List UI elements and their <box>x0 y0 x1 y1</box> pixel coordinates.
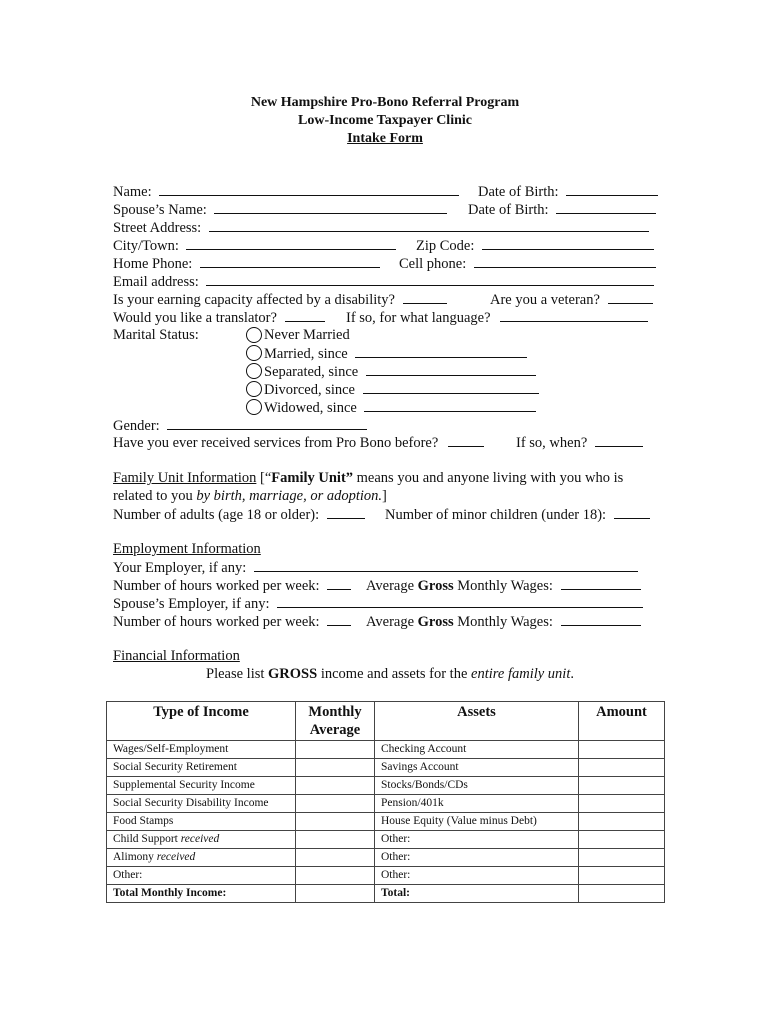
table-total-row <box>107 885 665 903</box>
translator-field[interactable] <box>285 308 325 322</box>
dob-field[interactable] <box>566 182 658 196</box>
table-row <box>107 867 665 885</box>
income-type-text: Child Support <box>113 833 181 845</box>
income-type-cell: Other: <box>107 867 296 885</box>
services-before-row <box>113 433 484 452</box>
spouse-name-label: Spouse’s Name: <box>113 202 207 218</box>
income-type-text: Alimony <box>113 851 157 863</box>
disability-label: Is your earning capacity affected by a disability? <box>113 292 395 308</box>
table-row <box>107 813 665 831</box>
table-row <box>107 795 665 813</box>
total-income-label: Total Monthly Income: <box>107 885 296 903</box>
services-before-field[interactable] <box>448 433 484 447</box>
services-when-label: If so, when? <box>516 435 588 451</box>
divorced-label: Divorced, since <box>264 382 355 398</box>
income-type-qualifier: received <box>180 833 220 845</box>
email-row <box>113 272 654 291</box>
employment-heading: Employment Information <box>113 541 261 557</box>
family-unit-description: means you and anyone living with you who is <box>353 470 624 486</box>
gender-field[interactable] <box>167 416 367 430</box>
never-married-radio[interactable] <box>246 327 262 343</box>
wages-label-2b: Gross <box>417 614 454 630</box>
income-type-cell <box>107 849 296 867</box>
married-radio[interactable] <box>246 345 262 361</box>
adults-label: Number of adults (age 18 or older): <box>113 507 320 523</box>
language-field[interactable] <box>500 308 648 322</box>
hours-field-1[interactable] <box>327 576 351 590</box>
family-unit-heading: Family Unit Information <box>113 470 257 486</box>
street-field[interactable] <box>209 218 649 232</box>
separated-radio[interactable] <box>246 363 262 379</box>
asset-cell: Other: <box>375 849 579 867</box>
financial-table-header <box>107 702 665 741</box>
col-assets: Assets <box>375 702 579 741</box>
home-phone-label: Home Phone: <box>113 256 193 272</box>
spouse-employer-row <box>113 594 643 613</box>
widowed-row <box>264 398 536 417</box>
income-type-cell <box>107 831 296 849</box>
program-title: New Hampshire Pro-Bono Referral Program <box>250 95 520 110</box>
table-row <box>107 849 665 867</box>
veteran-field[interactable] <box>608 290 653 304</box>
married-label: Married, since <box>264 346 348 362</box>
city-label: City/Town: <box>113 238 179 254</box>
hours-row-1 <box>113 576 351 595</box>
language-row <box>346 308 648 327</box>
spouse-name-field[interactable] <box>214 200 447 214</box>
financial-instr-e: . <box>570 666 574 682</box>
name-label: Name: <box>113 184 152 200</box>
col-amount: Amount <box>579 702 665 741</box>
wages-label-1b: Gross <box>417 578 454 594</box>
street-label: Street Address: <box>113 220 202 236</box>
services-when-row <box>516 433 643 452</box>
col-monthly-average <box>296 702 375 741</box>
wages-field-2[interactable] <box>561 612 641 626</box>
wages-field-1[interactable] <box>561 576 641 590</box>
total-income-cell[interactable] <box>296 885 375 903</box>
name-row <box>113 182 459 201</box>
financial-instructions <box>206 665 574 683</box>
zip-field[interactable] <box>482 236 654 250</box>
marital-status-label: Marital Status: <box>113 327 199 343</box>
veteran-row <box>490 290 653 309</box>
amount-cell[interactable] <box>579 759 665 777</box>
amount-cell[interactable] <box>579 867 665 885</box>
cell-phone-field[interactable] <box>474 254 656 268</box>
monthly-average-cell[interactable] <box>296 795 375 813</box>
col-monthly-a: Monthly <box>308 704 362 720</box>
clinic-title: Low-Income Taxpayer Clinic <box>298 113 472 128</box>
income-type-cell: Food Stamps <box>107 813 296 831</box>
family-unit-open-bracket: [“ <box>256 470 272 486</box>
separated-row <box>264 362 536 381</box>
cell-phone-label: Cell phone: <box>399 256 467 272</box>
financial-instr-d: entire family unit <box>471 666 571 682</box>
divorced-row <box>264 380 539 399</box>
financial-instr-c: income and assets for the <box>317 666 472 682</box>
street-row <box>113 218 649 237</box>
zip-row <box>416 236 654 255</box>
family-unit-close-bracket: ] <box>382 488 387 504</box>
email-field[interactable] <box>206 272 654 286</box>
married-row <box>264 344 527 363</box>
wages-label-2c: Monthly Wages: <box>453 614 553 630</box>
col-type-of-income: Type of Income <box>107 702 296 741</box>
amount-cell[interactable] <box>579 741 665 759</box>
table-row <box>107 759 665 777</box>
children-field[interactable] <box>614 505 650 519</box>
financial-instr-a: Please list <box>206 666 269 682</box>
children-row <box>385 505 650 524</box>
employer-label: Your Employer, if any: <box>113 560 247 576</box>
wages-label-2a: Average <box>366 614 418 630</box>
wages-label-1c: Monthly Wages: <box>453 578 553 594</box>
gender-label: Gender: <box>113 418 160 434</box>
wages-label-1a: Average <box>366 578 418 594</box>
table-row <box>107 741 665 759</box>
spouse-dob-row <box>468 200 656 219</box>
table-row <box>107 777 665 795</box>
amount-cell[interactable] <box>579 795 665 813</box>
total-assets-cell[interactable] <box>579 885 665 903</box>
spouse-employer-label: Spouse’s Employer, if any: <box>113 596 270 612</box>
disability-field[interactable] <box>403 290 447 304</box>
asset-cell: Stocks/Bonds/CDs <box>375 777 579 795</box>
monthly-average-cell[interactable] <box>296 831 375 849</box>
spouse-name-row <box>113 200 447 219</box>
hours-row-2 <box>113 612 351 631</box>
dob-row <box>478 182 658 201</box>
services-when-field[interactable] <box>595 433 643 447</box>
amount-cell[interactable] <box>579 849 665 867</box>
asset-cell: Savings Account <box>375 759 579 777</box>
hours-label-2: Number of hours worked per week: <box>113 614 320 630</box>
city-field[interactable] <box>186 236 396 250</box>
email-label: Email address: <box>113 274 199 290</box>
financial-heading: Financial Information <box>113 648 240 664</box>
col-monthly-b: Average <box>309 722 361 738</box>
veteran-label: Are you a veteran? <box>490 292 600 308</box>
translator-row <box>113 308 325 327</box>
widowed-label: Widowed, since <box>264 400 357 416</box>
wages-row-2 <box>366 612 641 631</box>
monthly-average-cell[interactable] <box>296 867 375 885</box>
cell-phone-row <box>399 254 656 273</box>
zip-label: Zip Code: <box>416 238 475 254</box>
monthly-average-cell[interactable] <box>296 741 375 759</box>
divorced-radio[interactable] <box>246 381 262 397</box>
monthly-average-cell[interactable] <box>296 777 375 795</box>
family-unit-relation-types: by birth, marriage, or adoption. <box>196 488 383 504</box>
name-field[interactable] <box>159 182 459 196</box>
financial-instr-b: GROSS <box>268 666 318 682</box>
asset-cell: Other: <box>375 831 579 849</box>
wages-row-1 <box>366 576 641 595</box>
income-type-cell: Social Security Retirement <box>107 759 296 777</box>
form-title: Intake Form <box>347 131 423 146</box>
never-married-label: Never Married <box>264 327 350 343</box>
income-type-qualifier: received <box>156 851 196 863</box>
city-row <box>113 236 396 255</box>
widowed-radio[interactable] <box>246 399 262 415</box>
amount-cell[interactable] <box>579 831 665 849</box>
asset-cell: Pension/401k <box>375 795 579 813</box>
table-row <box>107 831 665 849</box>
spouse-dob-field[interactable] <box>556 200 656 214</box>
employer-row <box>113 558 638 577</box>
family-unit-paragraph-line2 <box>113 487 387 505</box>
home-phone-field[interactable] <box>200 254 380 268</box>
dob-label: Date of Birth: <box>478 184 559 200</box>
separated-label: Separated, since <box>264 364 359 380</box>
income-type-cell: Supplemental Security Income <box>107 777 296 795</box>
spouse-dob-label: Date of Birth: <box>468 202 549 218</box>
adults-row <box>113 505 365 524</box>
hours-label-1: Number of hours worked per week: <box>113 578 320 594</box>
income-type-cell: Wages/Self-Employment <box>107 741 296 759</box>
family-unit-paragraph <box>113 469 623 487</box>
asset-cell: House Equity (Value minus Debt) <box>375 813 579 831</box>
hours-field-2[interactable] <box>327 612 351 626</box>
total-assets-label: Total: <box>375 885 579 903</box>
divorced-since-field[interactable] <box>363 380 539 394</box>
children-label: Number of minor children (under 18): <box>385 507 607 523</box>
married-since-field[interactable] <box>355 344 527 358</box>
home-phone-row <box>113 254 380 273</box>
income-type-cell: Social Security Disability Income <box>107 795 296 813</box>
financial-table <box>106 701 665 903</box>
employer-field[interactable] <box>254 558 638 572</box>
asset-cell: Other: <box>375 867 579 885</box>
spouse-employer-field[interactable] <box>277 594 643 608</box>
language-label: If so, for what language? <box>346 310 491 326</box>
family-unit-related: related to you <box>113 488 197 504</box>
family-unit-term: Family Unit” <box>271 470 354 486</box>
services-before-label: Have you ever received services from Pro Bono before? <box>113 435 439 451</box>
amount-cell[interactable] <box>579 777 665 795</box>
disability-row <box>113 290 447 309</box>
widowed-since-field[interactable] <box>364 398 536 412</box>
asset-cell: Checking Account <box>375 741 579 759</box>
monthly-average-cell[interactable] <box>296 813 375 831</box>
amount-cell[interactable] <box>579 813 665 831</box>
monthly-average-cell[interactable] <box>296 759 375 777</box>
adults-field[interactable] <box>327 505 365 519</box>
separated-since-field[interactable] <box>366 362 536 376</box>
monthly-average-cell[interactable] <box>296 849 375 867</box>
translator-label: Would you like a translator? <box>113 310 277 326</box>
